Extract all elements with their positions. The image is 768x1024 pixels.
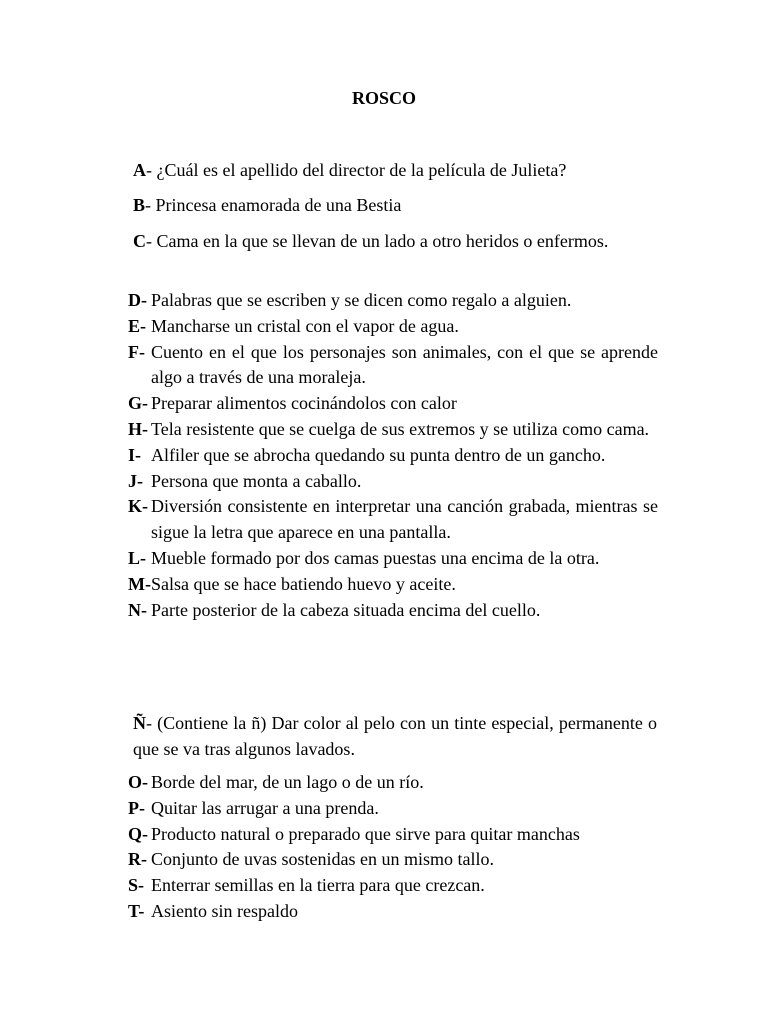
- clue-letter: I-: [128, 444, 141, 465]
- clue-text: Persona que monta a caballo.: [151, 470, 362, 491]
- clue-text: - Princesa enamorada de una Bestia: [145, 195, 402, 215]
- clue-text: Parte posterior de la cabeza situada encima del cuello.: [151, 599, 541, 620]
- clue-letter: S-: [128, 875, 145, 896]
- clue-text: - (Contiene la ñ) Dar color al pelo con un tinte especial, permanente o que se va tras algunos lavados.: [133, 713, 657, 759]
- clue-letter: Ñ: [133, 713, 146, 733]
- clue-letter: R-: [128, 849, 147, 870]
- list-item: [128, 546, 658, 572]
- clue-list-d-to-n: [128, 288, 658, 623]
- clue-letter: F-: [128, 341, 145, 362]
- clue-letter: N-: [128, 599, 147, 620]
- clue-text: Alfiler que se abrocha quedando su punta dentro de un gancho.: [151, 444, 606, 465]
- clue-letter: O-: [128, 772, 148, 792]
- list-item: [128, 417, 658, 443]
- page-title: ROSCO: [351, 88, 416, 108]
- clue-a: [133, 157, 657, 183]
- list-item: [128, 340, 658, 392]
- clue-enye: [133, 710, 657, 762]
- list-item: [128, 796, 658, 822]
- clue-text: Palabras que se escriben y se dicen como regalo a alguien.: [151, 290, 572, 310]
- clue-list-o-to-t: [128, 770, 658, 925]
- clue-text: Conjunto de uvas sostenidas en un mismo tallo.: [151, 849, 494, 870]
- list-item: [128, 469, 658, 495]
- clue-text: Enterrar semillas en la tierra para que crezcan.: [151, 875, 485, 896]
- clue-c: [133, 228, 657, 254]
- list-item: [128, 391, 658, 417]
- clue-text: Tela resistente que se cuelga de sus extremos y se utiliza como cama.: [151, 418, 650, 439]
- list-item: [128, 899, 658, 925]
- clue-text: Mancharse un cristal con el vapor de agua.: [151, 315, 459, 336]
- clue-b: [133, 192, 657, 218]
- clue-letter: T-: [128, 900, 145, 921]
- clue-letter: C: [133, 231, 146, 251]
- clue-text: Borde del mar, de un lago o de un río.: [151, 772, 424, 792]
- clue-letter: D-: [128, 290, 147, 310]
- clue-letter: A: [133, 160, 146, 180]
- clue-text: - ¿Cuál es el apellido del director de la película de Julieta?: [146, 160, 567, 180]
- list-item: [128, 494, 658, 546]
- clue-letter: E-: [128, 315, 146, 336]
- list-item: [128, 822, 658, 848]
- list-item: [128, 443, 658, 469]
- clue-text: Mueble formado por dos camas puestas una encima de la otra.: [151, 547, 600, 568]
- clue-letter: L-: [128, 547, 146, 568]
- clue-letter: M-: [128, 573, 151, 594]
- clue-text: Salsa que se hace batiendo huevo y aceite.: [151, 573, 456, 594]
- clue-letter: H-: [128, 418, 148, 439]
- list-item: [128, 288, 658, 314]
- clue-text: - Cama en la que se llevan de un lado a otro heridos o enfermos.: [146, 231, 609, 251]
- clue-text: Asiento sin respaldo: [151, 900, 298, 921]
- list-item: [128, 873, 658, 899]
- clue-letter: G-: [128, 393, 148, 414]
- list-item: [128, 572, 658, 598]
- clue-letter: J-: [128, 470, 143, 491]
- list-item: [128, 314, 658, 340]
- list-item: [128, 847, 658, 873]
- clue-letter: P-: [128, 797, 145, 818]
- clue-letter: Q-: [128, 823, 148, 844]
- clue-letter: B: [133, 195, 146, 215]
- clue-text: Cuento en el que los personajes son animales, con el que se aprende algo a través de una moraleja.: [151, 341, 658, 388]
- list-item: [128, 770, 658, 796]
- list-item: [128, 598, 658, 624]
- clue-text: Quitar las arrugar a una prenda.: [151, 797, 379, 818]
- clue-text: Preparar alimentos cocinándolos con calor: [151, 393, 457, 414]
- clue-letter: K-: [128, 496, 148, 517]
- clue-text: Producto natural o preparado que sirve para quitar manchas: [151, 823, 580, 844]
- clue-text: Diversión consistente en interpretar una canción grabada, mientras se sigue la letra que aparece en una pantalla.: [151, 496, 658, 543]
